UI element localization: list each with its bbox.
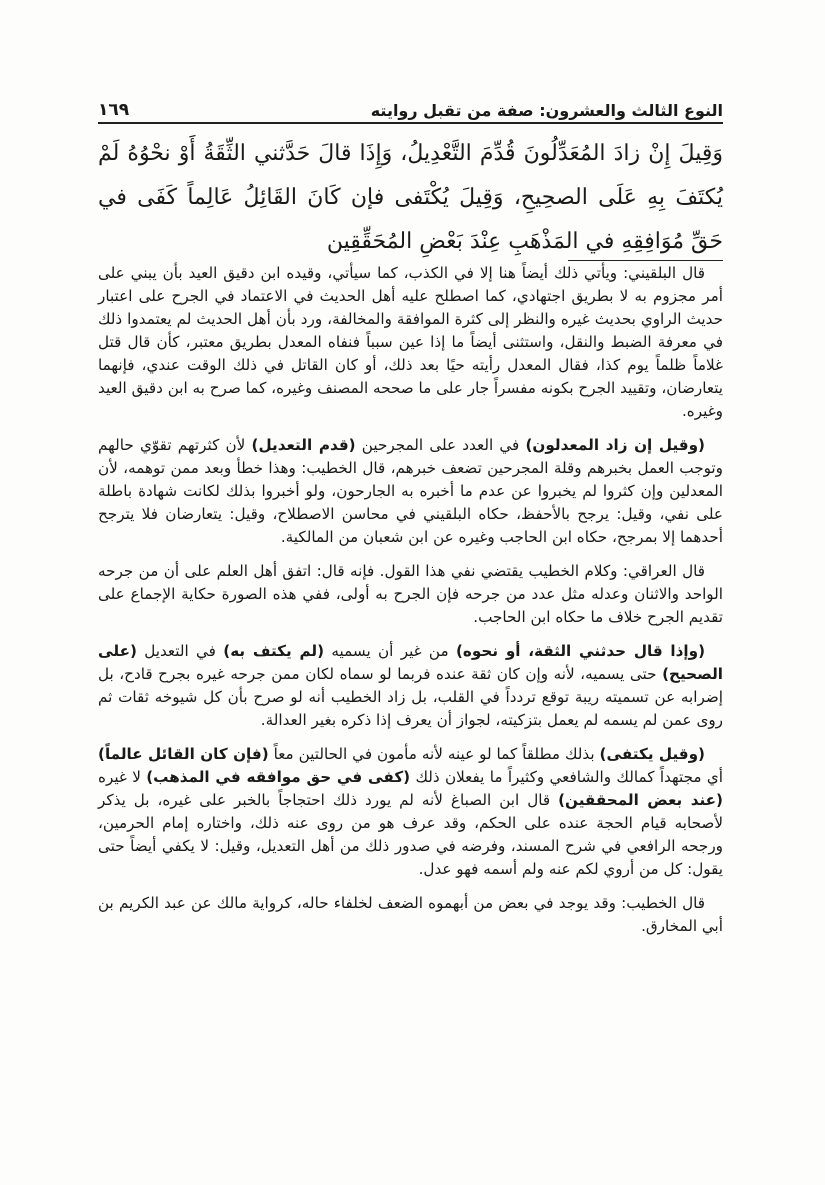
- paragraph-text: قال ابن الصباغ لأنه لم يورد ذلك احتجاجاً بالخبر على غيره، بل يذكر لأصحابه قيام الحجة عنده على الحكم، وقد عرف هو من روى عنه ذلك، واختاره إمام الحرمين، ورجحه الرافعي في شرح المسند، وفرضه في صدور ذلك من أهل التعديل، وقيل: لا يكفي أيضاً حتى يقول: كل من أروي لكم عنه ولم أسمه فهو عدل.: [98, 791, 723, 878]
- paragraph-text: قال البلقيني: ويأتي ذلك أيضاً هنا إلا في الكذب، كما سيأتي، وقيده ابن دقيق العيد بأن يبني على أمر مجزوم به لا بطريق اجتهادي، كما اصطلح عليه أهل الحديث في الاعتماد في الجرح على اعتبار حديث الراوي بحديث غيره والنظر إلى كثرة الموافقة والمخالفة، ورد بأن أهل الحديث لم يعتمدوا ذلك في معرفة الضبط والنقل، واستثنى أيضاً ما إذا عين سبباً فنفاه المعدل بطريق معتبر، كأن قال قتل غلاماً ظلماً يوم كذا، فقال المعدل رأيته حيًا بعد ذلك، أو كان القاتل في ذلك الوقت عندي، فإنهما يتعارضان، وتقييد الجرح بكونه مفسراً جار على ما صححه المصنف وغيره، كما صرح به ابن دقيق العيد وغيره.: [98, 264, 723, 420]
- paragraph-text: قال الخطيب: وقد يوجد في بعض من أبهموه الضعف لخلفاء حاله، كرواية مالك عن عبد الكريم بن أبي المخارق.: [98, 894, 723, 935]
- commentary-paragraph-2: [98, 434, 723, 549]
- quoted-text: (قدم التعديل): [251, 436, 356, 454]
- quoted-text: (وإذا قال حدثني الثقة، أو نحوه): [455, 642, 706, 660]
- commentary-text: [98, 262, 723, 949]
- main-text: [98, 132, 723, 264]
- commentary-paragraph-1: [98, 262, 723, 423]
- commentary-paragraph-5: [98, 743, 723, 881]
- paragraph-text: قال العراقي: وكلام الخطيب يقتضي نفي هذا القول. فإنه قال: اتفق أهل العلم على أن من جرحه الواحد والاثنان وعدله مثل عدد من جرحه فإن الجرح به أولى، ففي هذه الصورة حكاية الإجماع على تقديم الجرح خلاف ما حكاه ابن الحاجب.: [98, 562, 723, 626]
- commentary-paragraph-6: [98, 892, 723, 938]
- commentary-paragraph-4: [98, 640, 723, 732]
- quoted-text: (على الصحيح): [98, 642, 723, 683]
- main-text-paragraph: وَقِيلَ إِنْ زادَ المُعَدِّلُونَ قُدِّمَ التَّعْدِيلُ، وَإِذَا قالَ حَدَّثني الثِّقَةُ أَوْ نحْوُهُ لَمْ يُكتَفَ بِهِ عَلَى الصحِيحِ، وَقِيلَ يُكْتَفى فإن كَانَ القَائِلُ عَالِماً كَفَى في حَقِّ مُوَافِقِهِ في المَذْهَبِ عِنْدَ بَعْضِ المُحَقِّقِين: [98, 141, 723, 254]
- paragraph-text: حتى يسميه، لأنه وإن كان ثقة عنده فربما لو سماه لكان ممن جرحه غيره بجرح قادح، بل إضرابه عن تسميته ريبة توقع تردداً في القلب، بل زاد الخطيب أنه لو صرح بأن كل شيوخه ثقات ثم روى عمن لم يسمه لم يعمل بتزكيته، لجواز أن يعرف إذا ذكره بغير العدالة.: [98, 665, 723, 729]
- header-divider: [98, 122, 723, 124]
- page-header: [98, 92, 723, 120]
- paragraph-text: لأن كثرتهم تقوّي حالهم وتوجب العمل بخبرهم وقلة المجرحين تضعف خبرهم، قال الخطيب: وهذا خطأ وبعد ممن توهمه، لأن المعدلين وإن كثروا لم يخبروا عن عدم ما أخبره به الجارحون، ولو أخبروا بذلك لكانت شهادة باطلة على نفي، وقيل: يرجح بالأحفظ، حكاه البلقيني في محاسن الاصطلاح، وقيل: يتعارضان فلا يترجح أحدهما إلا بمرجح، حكاه ابن الحاجب وغيره عن ابن شعبان من المالكية.: [98, 436, 723, 546]
- paragraph-text: من غير أن يسميه: [324, 642, 456, 660]
- paragraph-text: في العدد على المجرحين: [355, 436, 526, 454]
- paragraph-text: أي مجتهداً كمالك والشافعي وكثيراً ما يفعلان ذلك: [410, 768, 723, 786]
- quoted-text: (عند بعض المحققين): [558, 791, 723, 809]
- quoted-text: (وقيل إن زاد المعدلون): [525, 436, 705, 454]
- paragraph-text: لا غيره: [98, 768, 147, 786]
- quoted-text: (وقيل يكتفى): [599, 745, 705, 763]
- quoted-text: (لم يكتف به): [223, 642, 325, 660]
- running-title: النوع الثالث والعشرون: صفة من تقبل روايته: [370, 101, 723, 120]
- commentary-paragraph-3: [98, 560, 723, 629]
- quoted-text: (فإن كان القائل عالماً): [98, 745, 269, 763]
- paragraph-text: بذلك مطلقاً كما لو عينه لأنه مأمون في الحالتين معاً: [268, 745, 600, 763]
- page-number: ١٦٩: [98, 100, 130, 120]
- paragraph-text: في التعديل: [136, 642, 224, 660]
- commentary-divider: [568, 260, 723, 261]
- quoted-text: (كفى في حق موافقه في المذهب): [146, 768, 411, 786]
